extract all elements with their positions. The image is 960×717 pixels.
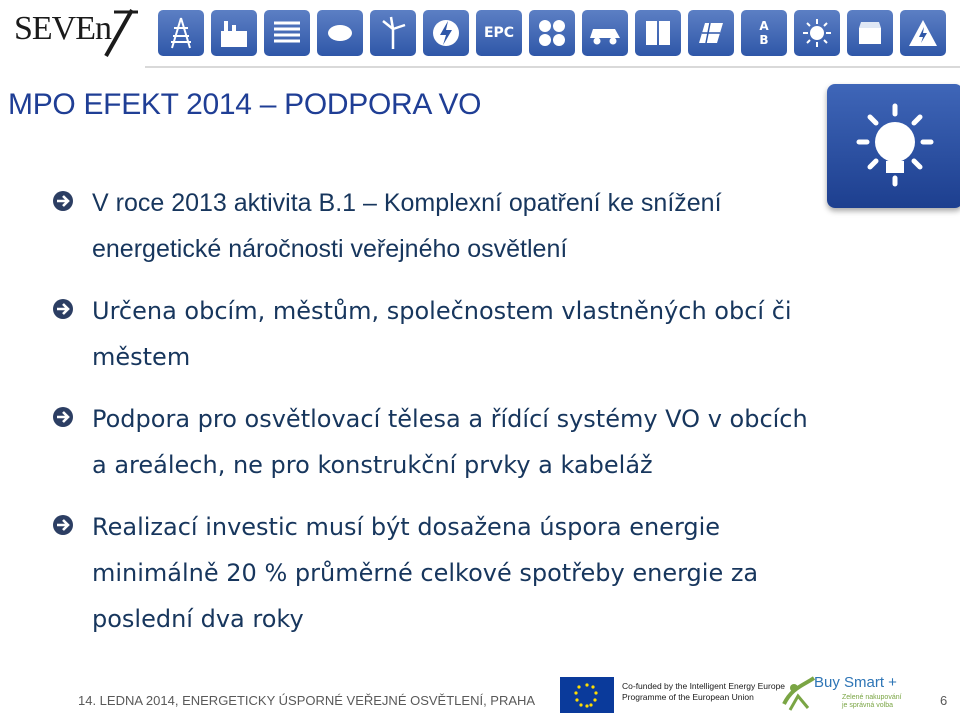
buy-smart-tagline: Zelené nakupování je správná volba [842,694,902,709]
arrow-bullet-icon [52,298,74,320]
logo-swoosh-icon [14,4,144,60]
bullet-item: Podpora pro osvětlovací tělesa a řídící systémy VO v obcích a areálech, ne pro konstrukční prvky a kabeláž [52,396,932,488]
arrow-bullet-icon [52,190,74,212]
document-icon [847,10,893,56]
calculator-icon [529,10,575,56]
lightning-icon [423,10,469,56]
eu-funding-text: Co-funded by the Intelligent Energy Europe Programme of the European Union [622,681,786,702]
footer-event-text: 14. LEDNA 2014, ENERGETICKY ÚSPORNÉ VEŘEJNÉ OSVĚTLENÍ, PRAHA [78,693,536,708]
bullet-list [52,180,932,658]
energy-label-icon: A B [741,10,787,56]
hand-icon [317,10,363,56]
warning-icon [900,10,946,56]
sun-icon [794,10,840,56]
page-number: 6 [940,693,948,708]
top-bar [0,0,960,68]
wind-turbine-icon [370,10,416,56]
buy-smart-logo: Buy Smart + Zelené nakupování je správná volba [780,674,910,714]
car-icon [582,10,628,56]
bullet-item: V roce 2013 aktivita B.1 – Komplexní opatření ke snížení energetické náročnosti veřejného osvětlení [52,180,932,272]
bullet-item: Určena obcím, městům, společnostem vlastněných obcí či městem [52,288,932,380]
factory-icon [211,10,257,56]
battery-icon [635,10,681,56]
eu-flag-icon [560,677,614,713]
arrow-bullet-icon [52,406,74,428]
insulation-icon [264,10,310,56]
pylon-icon [158,10,204,56]
solar-panel-icon [688,10,734,56]
energy-icons-row [158,6,946,60]
arrow-bullet-icon [52,514,74,536]
header-divider [145,66,960,68]
epc-icon: EPC [476,10,522,56]
bullet-item: Realizací investic musí být dosažena úspora energie minimálně 20 % průměrné celkové spotřeby energie za poslední dva roky [52,504,932,642]
seven-logo: SEVEn [14,4,144,60]
page-title: MPO EFEKT 2014 – PODPORA VO [8,88,482,121]
